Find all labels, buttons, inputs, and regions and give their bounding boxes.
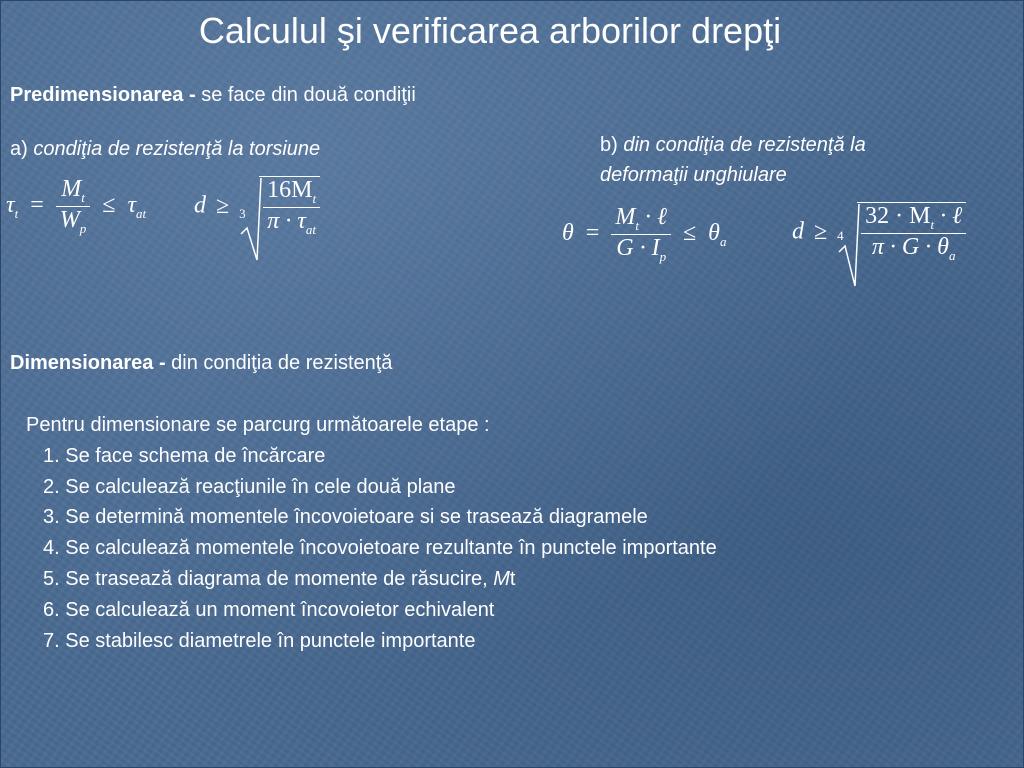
list-item: 2. Se calculează reacţiunile în cele două plane (43, 475, 456, 498)
f2-num: 16M (267, 177, 313, 203)
dimensionare-line (10, 352, 392, 375)
f2-fraction (263, 177, 320, 238)
f2-lhs: d (194, 192, 206, 219)
f1-lhs: τ (6, 192, 15, 219)
f4-fraction (861, 203, 966, 264)
f4-lhs: d (792, 218, 804, 245)
formula-torsion-stress (6, 176, 146, 237)
f3-num-tail: · ℓ (638, 204, 667, 230)
f4-radical (837, 202, 966, 264)
f4-rel: ≥ (814, 218, 828, 245)
f4-root-index: 4 (837, 228, 844, 243)
steps-intro: Pentru dimensionare se parcurg următoarele etape : (26, 414, 490, 436)
f1-eq: = (30, 192, 44, 219)
predimensionare-heading: Predimensionarea - (10, 84, 202, 106)
f3-den: G · I (616, 235, 660, 261)
list-item: 4. Se calculează momentele încovoietoare rezultante în punctele importante (43, 537, 717, 560)
condition-a (10, 138, 320, 161)
condition-b (600, 134, 866, 157)
condition-b-line1: din condiţia de rezistenţă la (623, 134, 866, 156)
f3-eq: = (585, 220, 600, 247)
f1-num: M (61, 176, 82, 202)
f2-radical (239, 176, 320, 238)
f3-lhs: θ (562, 220, 574, 247)
list-item: 3. Se determină momentele încovoietoare si se trasează diagramele (43, 506, 648, 529)
condition-a-text: condiţia de rezistenţă la torsiune (33, 138, 321, 160)
f2-num-sub: t (312, 191, 317, 206)
f3-den-sub: p (659, 249, 667, 264)
predimensionare-text: se face din două condiţii (201, 84, 416, 106)
step5-symbol: M (493, 567, 510, 590)
f2-den-sub: at (305, 222, 317, 237)
f3-rel: ≤ (682, 220, 697, 247)
formula-diameter-torsion (194, 176, 320, 238)
f1-rhs: τ (127, 192, 137, 219)
f2-den: π · τ (267, 208, 306, 234)
f1-den-sub: p (79, 221, 87, 236)
f1-rel: ≤ (102, 192, 116, 219)
radical-sign-icon (837, 202, 861, 288)
f3-num: M (615, 204, 636, 230)
slide-title: Calculul şi verificarea arborilor drepţi (198, 10, 782, 51)
condition-a-prefix: a) (10, 138, 34, 160)
formula-diameter-stiffness (792, 202, 966, 264)
dimensionare-text: din condiţia de rezistenţă (171, 352, 393, 374)
steps-list (26, 410, 717, 656)
list-item: 7. Se stabilesc diametrele în punctele importante (43, 629, 476, 652)
condition-b-line2: deformaţii unghiulare (600, 164, 787, 186)
f1-rhs-sub: at (136, 206, 147, 222)
predimensionare-line (10, 84, 416, 107)
f3-fraction (611, 204, 671, 265)
f1-den: W (59, 207, 80, 233)
step5-symbol-sub: t (509, 567, 516, 590)
step5-text: 5. Se trasează diagrama de momente de răsucire, (43, 567, 494, 590)
f4-num-tail: · ℓ (934, 203, 963, 229)
list-item: 6. Se calculează un moment încovoietor echivalent (43, 598, 495, 621)
condition-b-prefix: b) (600, 134, 624, 156)
f4-den: π · G · θ (871, 234, 949, 260)
f3-rhs-sub: a (719, 234, 727, 250)
f3-rhs: θ (708, 220, 720, 247)
f3-num-sub: t (635, 218, 639, 233)
dimensionare-heading: Dimensionarea - (10, 352, 172, 374)
f1-fraction (56, 176, 91, 237)
formula-twist-angle (562, 204, 726, 265)
f4-num-sub: t (930, 217, 935, 232)
f1-num-sub: t (81, 190, 85, 205)
f2-rel: ≥ (216, 192, 230, 219)
f4-num: 32 · M (865, 203, 931, 229)
list-item: 1. Se face schema de încărcare (43, 444, 326, 467)
list-item (26, 564, 717, 595)
f4-den-sub: a (948, 248, 956, 263)
f2-root-index: 3 (239, 206, 246, 221)
f1-lhs-sub: t (14, 206, 19, 222)
